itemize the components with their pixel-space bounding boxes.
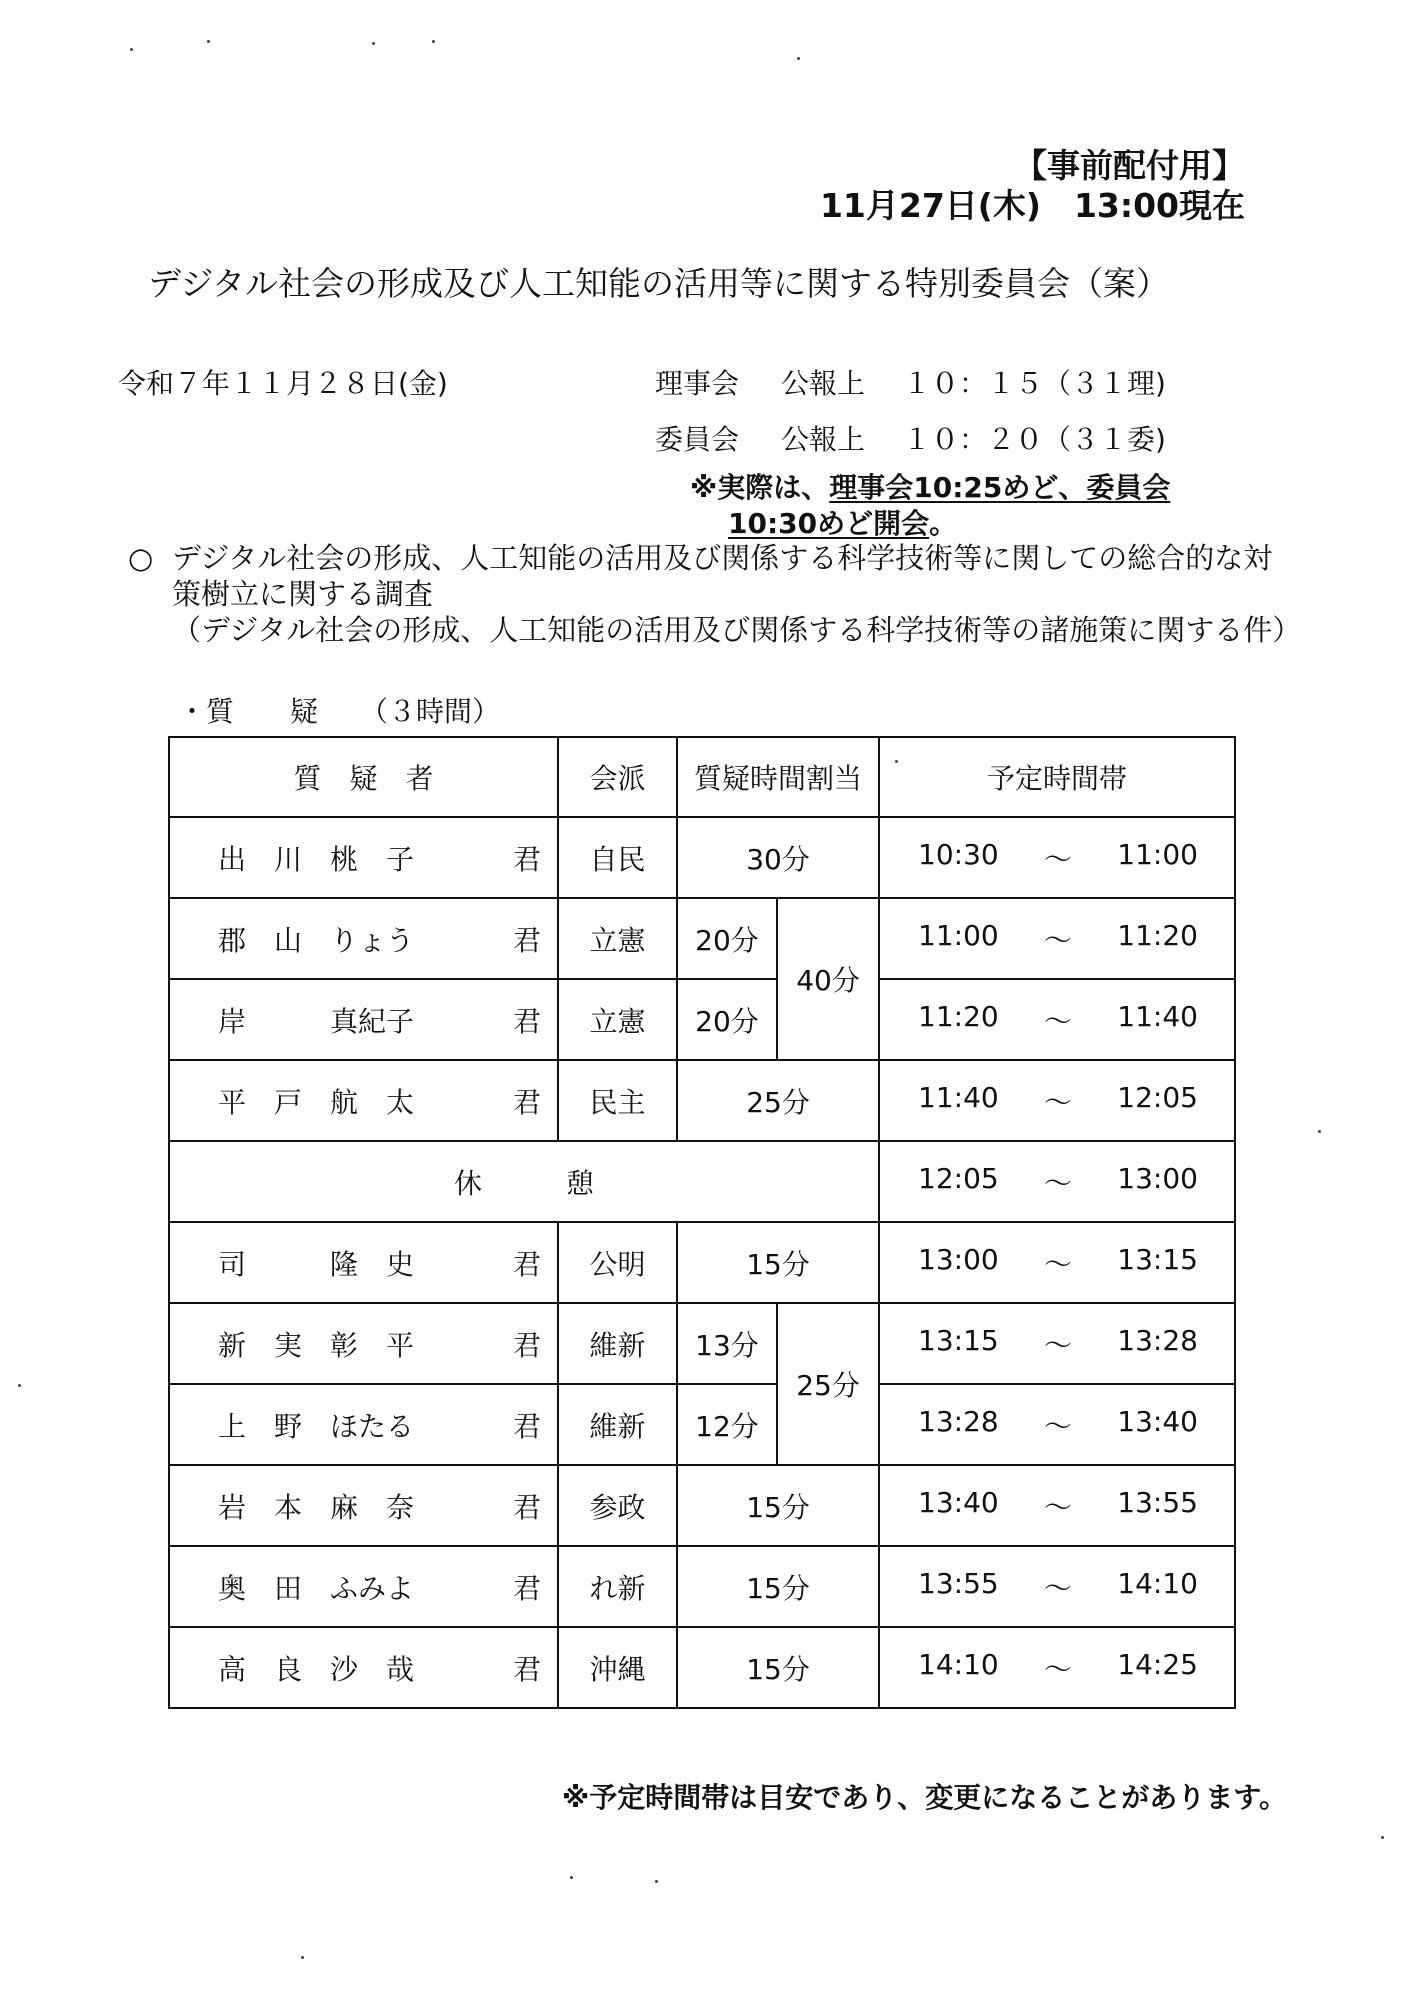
party-cell: 維新 [558,1303,677,1384]
party-cell: 民主 [558,1060,677,1141]
schedule-label: 理事会 [655,367,740,400]
table-row [169,1384,1235,1465]
schedule-row-committee [655,418,1166,458]
slot-tilde: ～ [1044,1247,1073,1281]
slot-end: 12:05 [1117,1080,1198,1114]
slot-start: 13:15 [918,1323,999,1357]
allotment-cell: 15分 [677,1546,879,1627]
as-of-timestamp: 11月27日(木) 13:00現在 [819,186,1245,225]
allotment-cell: 15分 [677,1222,879,1303]
footer-note: ※予定時間帯は目安であり、変更になることがあります。 [562,1781,1287,1814]
questioner-cell [169,1384,558,1465]
scan-speck [1318,1130,1321,1133]
slot-tilde: ～ [1044,1409,1073,1443]
slot-start: 10:30 [918,837,999,871]
allotment-cell: 13分 [677,1303,777,1384]
questioning-table [168,736,1236,1709]
table-row [169,898,1235,979]
slot-start: 13:40 [918,1485,999,1519]
slot-tilde: ～ [1044,1571,1073,1605]
party-cell: 公明 [558,1222,677,1303]
break-label: 休 憩 [169,1141,879,1222]
schedule-pub: 公報上 [781,423,866,456]
time-slot-cell [879,1141,1235,1222]
party-cell: 立憲 [558,898,677,979]
honorific: 君 [512,1085,541,1119]
slot-end: 14:10 [1117,1566,1198,1600]
actual-note-line2: 10:30めど開会 [728,507,930,540]
questioner-name: 平 戸 航 太 [218,1085,415,1119]
schedule-row-board [655,362,1166,402]
time-slot-cell [879,1465,1235,1546]
slot-tilde: ～ [1044,1166,1073,1200]
meeting-date: 令和７年１１月２８日(金) [118,367,448,400]
questioner-name: 岩 本 麻 奈 [218,1490,415,1524]
time-slot-cell [879,1303,1235,1384]
questioning-label: ・質 疑 （３時間） [178,695,501,728]
questioner-name: 奥 田 ふみよ [218,1571,415,1605]
slot-tilde: ～ [1044,1004,1073,1038]
header-questioner: 質 疑 者 [169,737,558,817]
agenda-sub: （デジタル社会の形成、人工知能の活用及び関係する科学技術等の諸施策に関する件） [172,613,1302,647]
questioner-name: 新 実 彰 平 [218,1328,415,1362]
party-cell: 維新 [558,1384,677,1465]
schedule-label: 委員会 [655,423,740,456]
table-row [169,1465,1235,1546]
allotment-cell: 25分 [677,1060,879,1141]
header-slot: 予定時間帯 [879,737,1235,817]
slot-end: 13:15 [1117,1242,1198,1276]
slot-end: 11:00 [1117,837,1198,871]
questioner-cell [169,1546,558,1627]
party-cell: 沖縄 [558,1627,677,1708]
slot-start: 12:05 [918,1161,999,1195]
questioner-name: 岸 真紀子 [218,1004,415,1038]
actual-note-line1: 理事会10:25めど、委員会 [829,471,1171,504]
actual-note-end: 。 [929,507,958,540]
questioner-cell [169,979,558,1060]
allotment-cell: 30分 [677,817,879,898]
scan-speck [372,42,375,45]
questioner-cell [169,1060,558,1141]
actual-note-prefix: ※実際は、 [690,471,830,504]
slot-end: 13:28 [1117,1323,1198,1357]
group-allotment-cell: 40分 [777,898,879,1060]
allotment-cell: 15分 [677,1465,879,1546]
questioner-cell [169,1627,558,1708]
honorific: 君 [512,1409,541,1443]
slot-tilde: ～ [1044,842,1073,876]
slot-end: 13:40 [1117,1404,1198,1438]
scan-speck [895,760,898,763]
slot-start: 14:10 [918,1647,999,1681]
group-allotment-cell: 25分 [777,1303,879,1465]
table-row [169,979,1235,1060]
time-slot-cell [879,1222,1235,1303]
schedule-pub: 公報上 [781,367,866,400]
table-row [169,1627,1235,1708]
distribution-label: 【事前配付用】 [1014,146,1245,185]
honorific: 君 [512,1247,541,1281]
time-slot-cell [879,817,1235,898]
slot-start: 13:00 [918,1242,999,1276]
scan-speck [130,48,133,51]
slot-tilde: ～ [1044,923,1073,957]
header-party: 会派 [558,737,677,817]
time-slot-cell [879,1060,1235,1141]
slot-tilde: ～ [1044,1328,1073,1362]
time-slot-cell [879,898,1235,979]
slot-start: 11:00 [918,918,999,952]
actual-time-note-2 [728,502,957,542]
honorific: 君 [512,923,541,957]
agenda-item [128,540,1302,648]
break-row [169,1141,1235,1222]
questioner-name: 郡 山 りょう [218,923,415,957]
party-cell: 参政 [558,1465,677,1546]
honorific: 君 [512,1571,541,1605]
table-row [169,1222,1235,1303]
allotment-cell: 15分 [677,1627,879,1708]
questioner-name: 出 川 桃 子 [218,842,415,876]
allotment-cell: 12分 [677,1384,777,1465]
document-title: デジタル社会の形成及び人工知能の活用等に関する特別委員会（案） [148,264,1170,303]
party-cell: 立憲 [558,979,677,1060]
agenda-main: デジタル社会の形成、人工知能の活用及び関係する科学技術等に関しての総合的な対策樹立に関する調査 [172,541,1273,611]
questioner-cell [169,1222,558,1303]
allotment-cell: 20分 [677,979,777,1060]
questioner-name: 上 野 ほたる [218,1409,415,1443]
scan-speck [301,1956,304,1959]
scan-speck [570,1876,573,1879]
questioner-name: 司 隆 史 [218,1247,415,1281]
questioner-cell [169,1465,558,1546]
honorific: 君 [512,842,541,876]
scan-speck [797,57,800,60]
header-allotment: 質疑時間割当 [677,737,879,817]
slot-end: 14:25 [1117,1647,1198,1681]
party-cell: れ新 [558,1546,677,1627]
scan-speck [18,1384,21,1387]
table-row [169,817,1235,898]
slot-start: 13:55 [918,1566,999,1600]
honorific: 君 [512,1004,541,1038]
allotment-cell: 20分 [677,898,777,979]
schedule-time: １０：２０（３１委) [903,423,1166,456]
table-header-row [169,737,1235,817]
slot-end: 13:55 [1117,1485,1198,1519]
slot-start: 11:40 [918,1080,999,1114]
time-slot-cell [879,1546,1235,1627]
party-cell: 自民 [558,817,677,898]
slot-end: 11:40 [1117,999,1198,1033]
slot-tilde: ～ [1044,1085,1073,1119]
time-slot-cell [879,979,1235,1060]
schedule-time: １０：１５（３１理) [903,367,1166,400]
slot-tilde: ～ [1044,1652,1073,1686]
time-slot-cell [879,1627,1235,1708]
questioner-cell [169,817,558,898]
scan-speck [655,1880,658,1883]
slot-start: 11:20 [918,999,999,1033]
slot-end: 11:20 [1117,918,1198,952]
questioner-cell [169,898,558,979]
questioner-cell [169,1303,558,1384]
slot-start: 13:28 [918,1404,999,1438]
scan-speck [207,40,210,43]
slot-tilde: ～ [1044,1490,1073,1524]
table-row [169,1060,1235,1141]
scan-speck [1381,1836,1384,1839]
honorific: 君 [512,1490,541,1524]
honorific: 君 [512,1328,541,1362]
actual-time-note [690,466,1170,506]
table-row [169,1303,1235,1384]
slot-end: 13:00 [1117,1161,1198,1195]
honorific: 君 [512,1652,541,1686]
table-row [169,1546,1235,1627]
scan-speck [432,40,435,43]
circle-bullet-icon: ○ [128,541,154,575]
questioner-name: 高 良 沙 哉 [218,1652,415,1686]
time-slot-cell [879,1384,1235,1465]
